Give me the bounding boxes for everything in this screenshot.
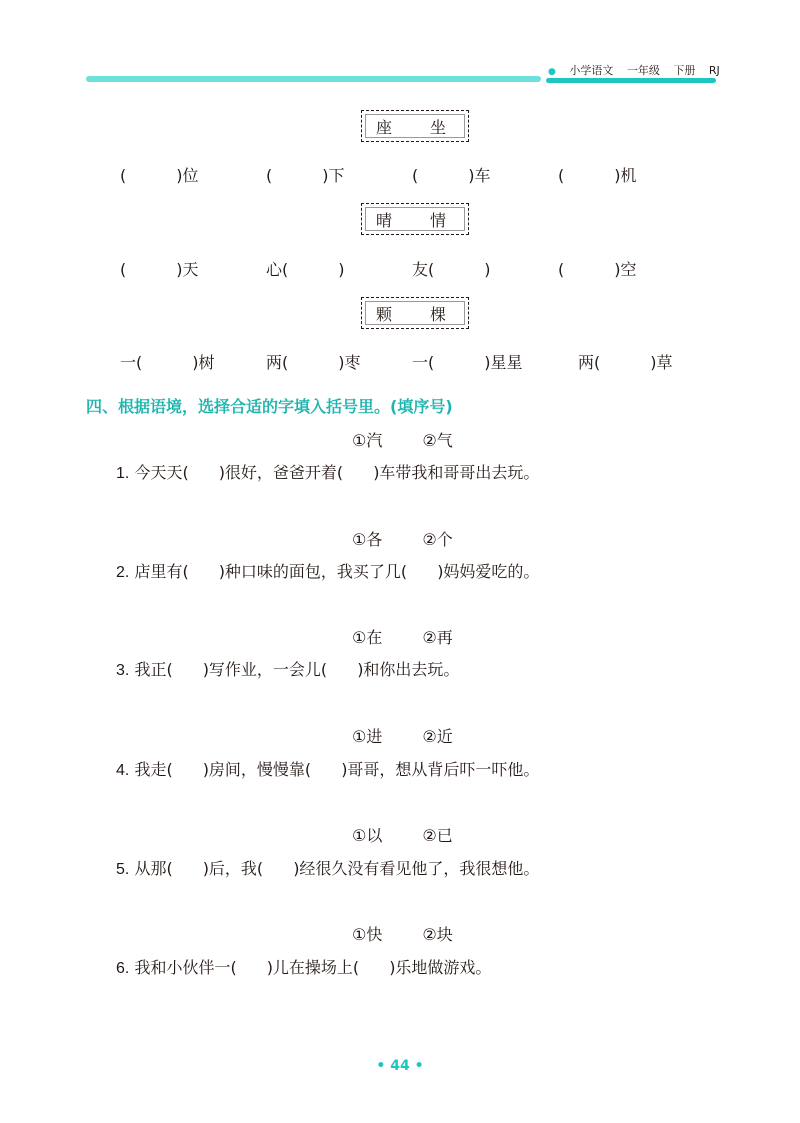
fill-row xyxy=(120,257,700,281)
header-grade: 一年级 xyxy=(626,64,660,77)
option-1: ①进 xyxy=(352,727,383,746)
option-2: ②再 xyxy=(422,628,453,647)
options-line xyxy=(352,625,453,648)
word-pair-box xyxy=(361,110,469,142)
fill-row xyxy=(120,163,700,187)
word-pair-box xyxy=(361,297,469,329)
fill-item: 两( )枣 xyxy=(266,353,361,372)
fill-item: 两( )草 xyxy=(578,353,673,372)
word-left: 晴 xyxy=(376,210,393,230)
question-line: 2. 店里有( )种口味的面包，我买了几( )妈妈爱吃的。 xyxy=(116,562,540,581)
options-line xyxy=(352,428,453,451)
question-number: 1. xyxy=(116,465,130,482)
fill-row xyxy=(120,350,700,374)
word-left: 颗 xyxy=(376,304,393,324)
header-volume: 下册 xyxy=(673,64,696,77)
word-left: 座 xyxy=(376,117,393,137)
fill-item: 友( ) xyxy=(412,260,491,279)
word-right: 坐 xyxy=(429,117,446,137)
option-2: ②块 xyxy=(422,925,453,944)
fill-item: 一( )星星 xyxy=(412,353,523,372)
header-edition: RJ xyxy=(708,64,720,77)
question-line: 6. 我和小伙伴一( )儿在操场上( )乐地做游戏。 xyxy=(116,958,492,977)
bullet-icon: ● xyxy=(548,67,556,77)
question-number: 3. xyxy=(116,662,130,679)
question-line: 3. 我正( )写作业，一会儿( )和你出去玩。 xyxy=(116,660,460,679)
options-line xyxy=(352,823,453,846)
question-number: 4. xyxy=(116,762,130,779)
fill-item: ( )天 xyxy=(120,260,199,279)
option-2: ②近 xyxy=(422,727,453,746)
question-line: 1. 今天天( )很好，爸爸开着( )车带我和哥哥出去玩。 xyxy=(116,463,540,482)
option-2: ②已 xyxy=(422,826,453,845)
option-2: ②气 xyxy=(422,431,453,450)
header-rule-right xyxy=(546,78,716,83)
option-1: ①在 xyxy=(352,628,383,647)
fill-item: ( )下 xyxy=(266,166,345,185)
header-rule-left xyxy=(86,76,541,82)
word-right: 情 xyxy=(429,210,446,230)
fill-item: 心( ) xyxy=(266,260,345,279)
options-line xyxy=(352,922,453,945)
fill-item: 一( )树 xyxy=(120,353,215,372)
option-2: ②个 xyxy=(422,530,453,549)
section-title: 四、根据语境，选择合适的字填入括号里。(填序号) xyxy=(86,397,453,416)
option-1: ①快 xyxy=(352,925,383,944)
options-line xyxy=(352,527,453,550)
page-number: • 44 • xyxy=(376,1058,424,1074)
fill-item: ( )机 xyxy=(558,166,637,185)
question-number: 6. xyxy=(116,960,130,977)
options-line xyxy=(352,724,453,747)
fill-item: ( )车 xyxy=(412,166,491,185)
option-1: ①以 xyxy=(352,826,383,845)
word-pair-box xyxy=(361,203,469,235)
word-right: 棵 xyxy=(429,304,446,324)
question-line: 5. 从那( )后，我( )经很久没有看见他了，我很想他。 xyxy=(116,859,540,878)
option-1: ①汽 xyxy=(352,431,383,450)
option-1: ①各 xyxy=(352,530,383,549)
question-line: 4. 我走( )房间，慢慢靠( )哥哥，想从背后吓一吓他。 xyxy=(116,760,540,779)
question-number: 5. xyxy=(116,861,130,878)
fill-item: ( )位 xyxy=(120,166,199,185)
question-number: 2. xyxy=(116,564,130,581)
fill-item: ( )空 xyxy=(558,260,637,279)
header-subject: 小学语文 xyxy=(569,64,614,77)
header-info xyxy=(548,62,720,78)
